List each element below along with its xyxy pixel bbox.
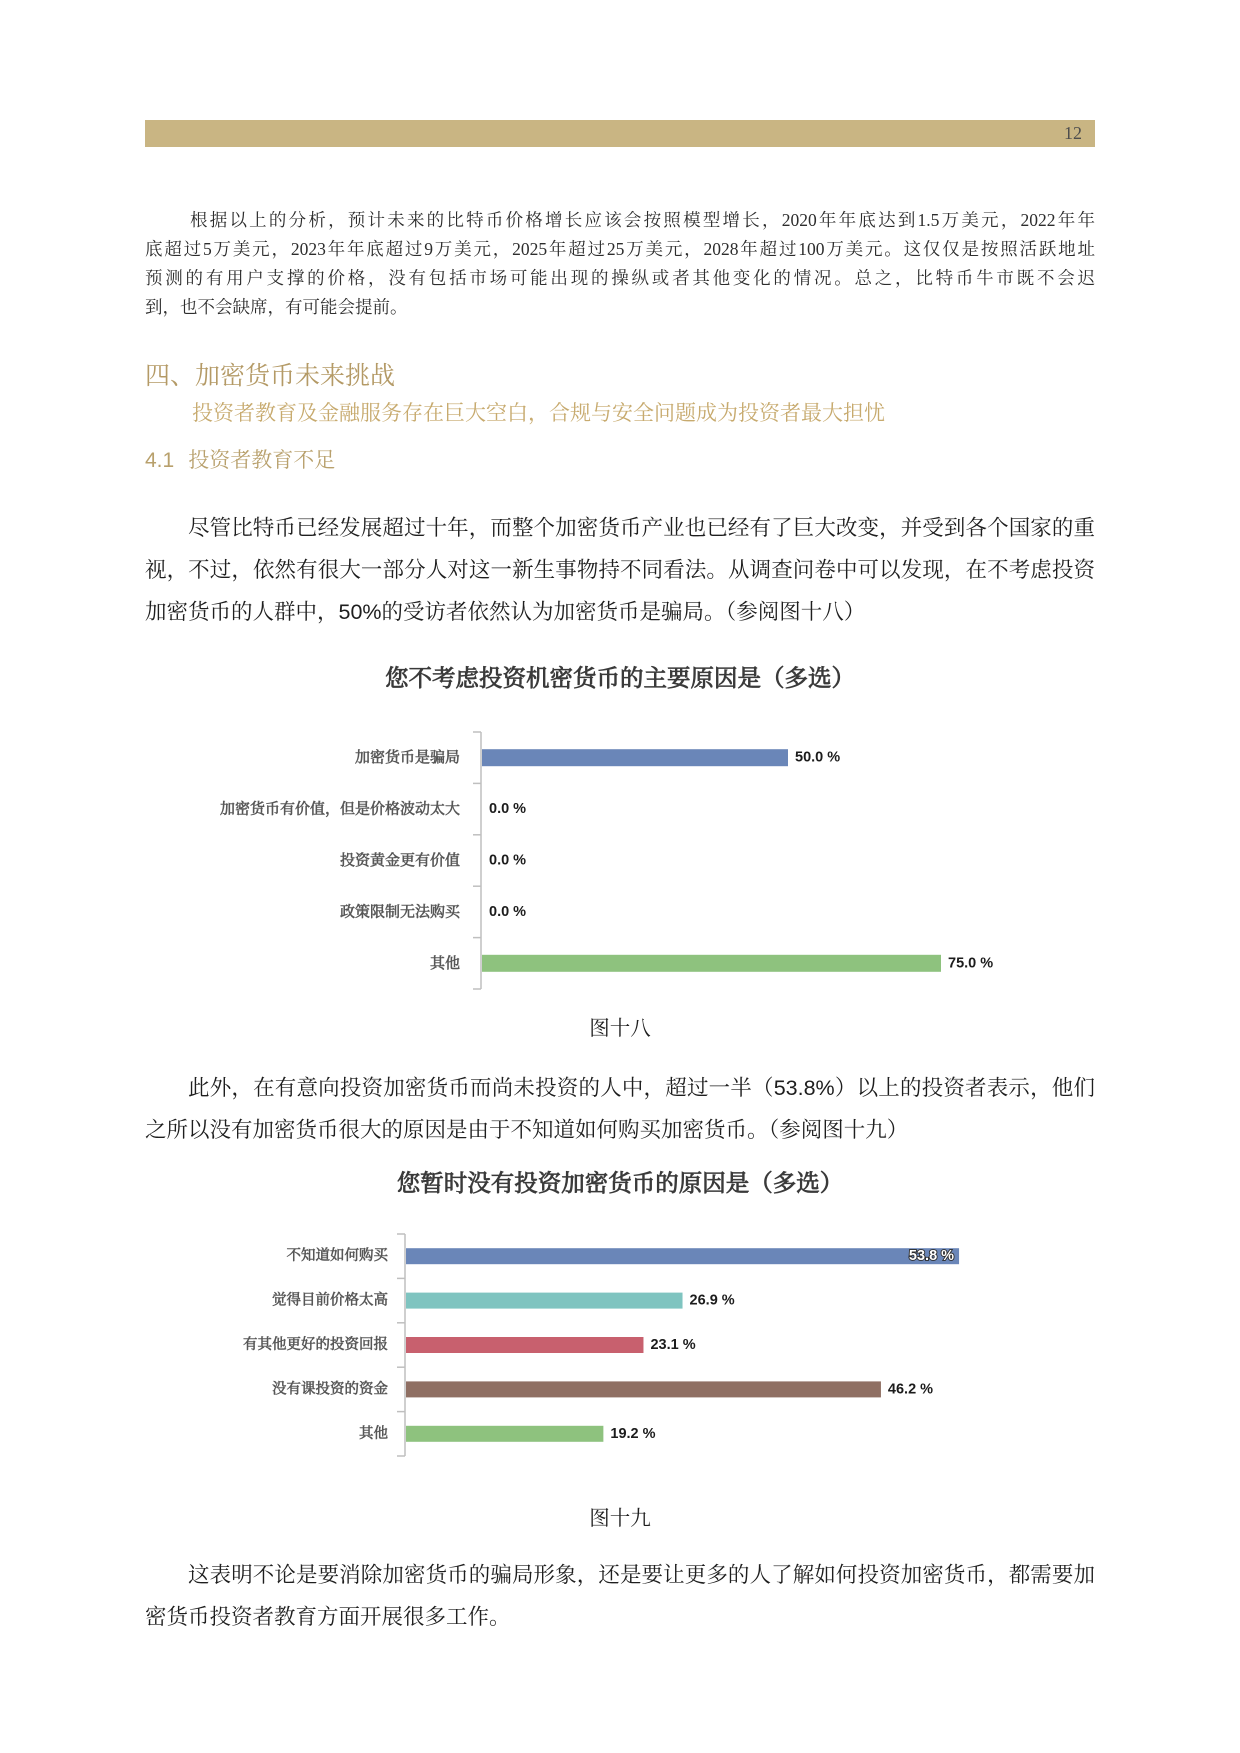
section-subheading: 投资者教育及金融服务存在巨大空白，合规与安全问题成为投资者最大担忧 [192,402,885,425]
chart-bar [482,749,788,766]
chart-bar [406,1337,643,1353]
bar-value-label: 50.0 % [795,749,841,766]
figure-caption: 图十九 [589,1507,651,1530]
bar-value-label: 46.2 % [887,1381,934,1398]
category-label: 没有课投资的资金 [272,1381,388,1398]
bar-value-label: 53.8 % [908,1248,955,1265]
chart-bar [406,1248,959,1264]
body-paragraph [145,1554,1095,1638]
chart-19-plot [0,1210,1240,1470]
bar-value-label: 26.9 % [689,1292,735,1309]
intro-paragraph [145,206,1095,322]
text-line: 根据以上的分析，预计未来的比特币价格增长应该会按照模型增长，2020年年底达到1.5万美元，2022年年 [190,210,1095,230]
chart-title: 您暂时没有投资加密货币的原因是（多选） [396,1170,844,1196]
subsection-heading [145,447,335,475]
text-line: 尽管比特币已经发展超过十年，而整个加密货币产业也已经有了巨大改变，并受到各个国家的重 [188,516,1095,540]
text-line: 此外，在有意向投资加密货币而尚未投资的人中，超过一半（53.8%）以上的投资者表示，他们 [188,1076,1095,1100]
text-line: 之所以没有加密货币很大的原因是由于不知道如何购买加密货币。（参阅图十九） [145,1118,909,1142]
text-line: 密货币投资者教育方面开展很多工作。 [145,1605,511,1629]
category-label: 有其他更好的投资回报 [243,1337,388,1353]
bar-value-label: 19.2 % [610,1425,656,1442]
bar-value-label: 0.0 % [489,801,527,818]
chart-bar [406,1426,603,1442]
text-line: 加密货币的人群中，50%的受访者依然认为加密货币是骗局。（参阅图十八） [145,600,866,624]
body-paragraph [145,507,1095,633]
header-bar [145,120,1095,147]
section-heading: 四、加密货币未来挑战 [145,362,396,390]
subsection-number: 4.1 [145,449,175,472]
text-line: 预测的有用户支撑的价格，没有包括市场可能出现的操纵或者其他变化的情况。总之，比特币牛市既不会迟 [145,268,1095,288]
bar-value-label: 23.1 % [650,1337,696,1353]
text-line: 到，也不会缺席，有可能会提前。 [145,297,408,317]
category-label: 不知道如何购买 [286,1248,388,1265]
text-line: 底超过5万美元，2023年年底超过9万美元，2025年超过25万美元，2028年超过100万美元。这仅仅是按照活跃地址 [145,239,1095,259]
category-label: 其他 [429,954,460,972]
page-number: 12 [1064,123,1082,143]
chart-bar [406,1293,683,1309]
subsection-title: 投资者教育不足 [188,449,336,472]
bar-value-label: 0.0 % [489,852,527,869]
chart-bar [406,1381,881,1397]
category-label: 觉得目前价格太高 [272,1292,388,1309]
bar-value-label: 75.0 % [948,955,994,972]
chart-18-plot [0,700,1240,1000]
text-line: 这表明不论是要消除加密货币的骗局形象，还是要让更多的人了解如何投资加密货币，都需要加 [188,1563,1095,1587]
category-label: 政策限制无法购买 [339,903,460,921]
text-line: 视，不过，依然有很大一部分人对这一新生事物持不同看法。从调查问卷中可以发现，在不考虑投资 [145,558,1095,582]
category-label: 投资黄金更有价值 [339,852,460,869]
bar-value-label: 0.0 % [489,903,527,920]
category-label: 加密货币有价值，但是价格波动太大 [219,800,460,818]
category-label: 其他 [359,1425,388,1442]
category-label: 加密货币是骗局 [354,749,460,767]
chart-bar [482,955,941,972]
body-paragraph [145,1067,1095,1151]
chart-title: 您不考虑投资机密货币的主要原因是（多选） [385,665,855,691]
figure-caption: 图十八 [589,1017,651,1040]
